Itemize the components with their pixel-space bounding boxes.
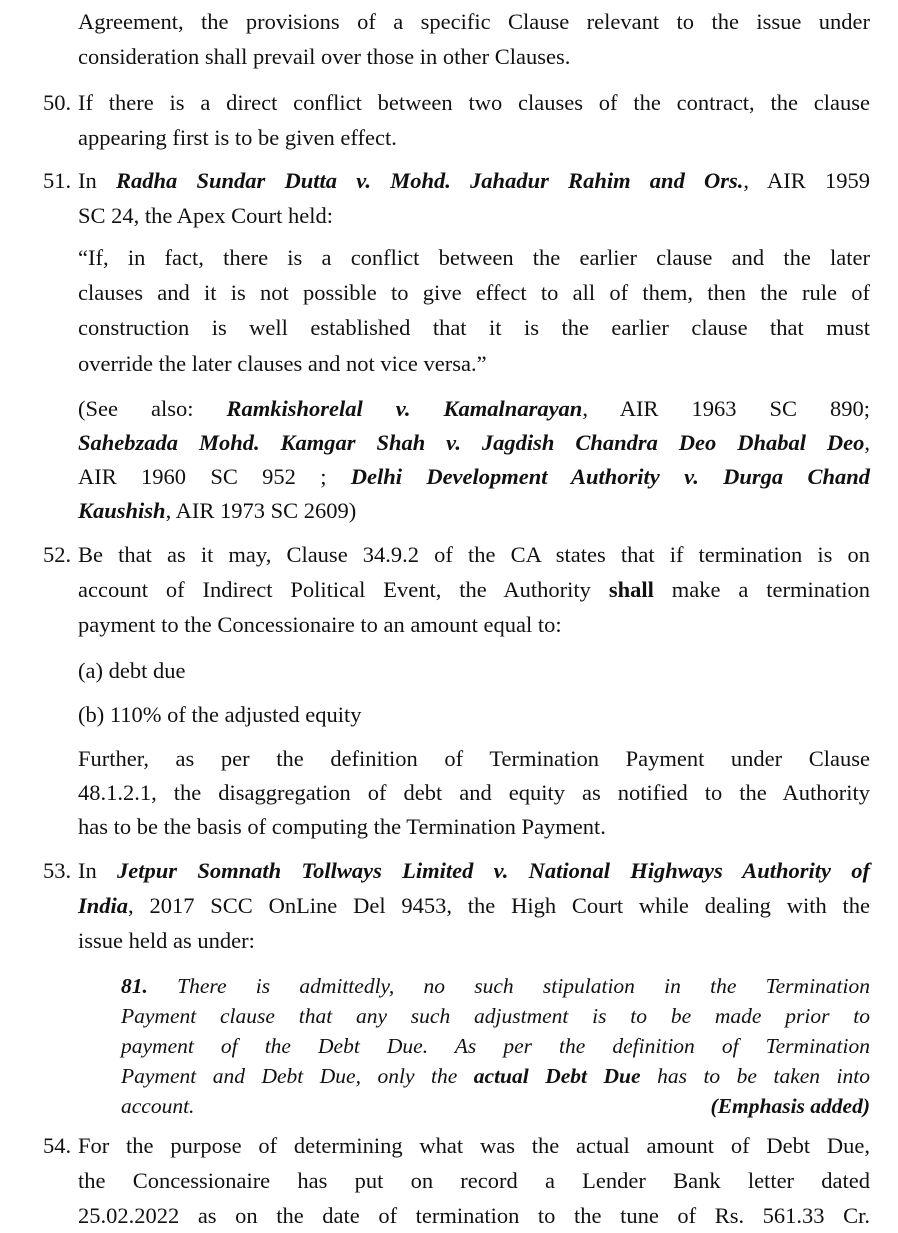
see-also-line	[78, 391, 870, 426]
citation: , AIR 1973 SC 2609)	[165, 498, 357, 523]
list-item: (a) debt due	[78, 658, 186, 683]
paragraph-52-further-line: 48.1.2.1, the disaggregation of debt and equity as notified to the Authority	[78, 780, 870, 805]
text-run: has to be taken into	[640, 1064, 870, 1088]
see-also-line	[78, 459, 870, 494]
text-run: There is admittedly, no such stipulation in the Termination	[147, 974, 870, 998]
quote-line: “If, in fact, there is a conflict between the earlier clause and the later	[78, 245, 870, 270]
text-run: In	[78, 168, 116, 193]
paragraph-53-line	[78, 853, 870, 888]
text-run: In	[78, 858, 118, 883]
paragraph-52-further-line: Further, as per the definition of Termination Payment under Clause	[78, 746, 870, 771]
block-quote-line	[121, 1061, 870, 1091]
case-name: Radha Sundar Dutta v. Mohd. Jahadur Rahim and Ors.	[115, 168, 744, 193]
text-run: account.	[121, 1094, 195, 1118]
paragraph-53-line	[78, 888, 870, 923]
block-quote-line	[121, 1091, 870, 1121]
emphasis-note: (Emphasis added)	[710, 1094, 870, 1118]
paragraph-52-line	[78, 572, 870, 607]
paragraph-51-line: SC 24, the Apex Court held:	[78, 203, 333, 228]
paragraph-52-line: Be that as it may, Clause 34.9.2 of the CA states that if termination is on	[78, 542, 870, 567]
paragraph-50-line: If there is a direct conflict between two clauses of the contract, the clause	[78, 90, 870, 115]
text-run: Payment and Debt Due, only the	[121, 1064, 474, 1088]
text-run: (See also:	[78, 396, 227, 421]
see-also-line	[78, 493, 870, 528]
case-name: Sahebzada Mohd. Kamgar Shah v. Jagdish Chandra Deo Dhabal Deo	[78, 430, 865, 455]
block-quote-line: payment of the Debt Due. As per the definition of Termination	[121, 1034, 870, 1058]
quote-paragraph-number: 81.	[121, 974, 148, 998]
citation: , AIR 1963 SC 890;	[582, 396, 870, 421]
paragraph-54-line: 25.02.2022 as on the date of termination to the tune of Rs. 561.33 Cr.	[78, 1203, 870, 1228]
paragraph-52-line: payment to the Concessionaire to an amount equal to:	[78, 612, 562, 637]
case-name: India	[78, 893, 129, 918]
citation: AIR 1960 SC 952 ;	[78, 464, 351, 489]
paragraph-number: 52.	[43, 542, 72, 567]
paragraph-number: 54.	[43, 1133, 72, 1158]
text-run: make a termination	[653, 577, 870, 602]
block-quote-line: Payment clause that any such adjustment is to be made prior to	[121, 1004, 870, 1028]
quote-line: construction is well established that it is the earlier clause that must	[78, 315, 870, 340]
paragraph-number: 53.	[43, 858, 72, 883]
case-name: Ramkishorelal v. Kamalnarayan	[226, 396, 583, 421]
quote-line: clauses and it is not possible to give effect to all of them, then the rule of	[78, 280, 870, 305]
text-run: , AIR 1959	[743, 168, 870, 193]
quote-line: override the later clauses and not vice versa.”	[78, 351, 487, 376]
bold-text: shall	[608, 577, 654, 602]
paragraph-52-further-line: has to be the basis of computing the Termination Payment.	[78, 814, 606, 839]
paragraph-number: 50.	[43, 90, 72, 115]
paragraph-54-line: the Concessionaire has put on record a Lender Bank letter dated	[78, 1168, 870, 1193]
case-name: Jetpur Somnath Tollways Limited v. National Highways Authority of	[117, 858, 870, 883]
case-name: Delhi Development Authority v. Durga Chand	[350, 464, 870, 489]
paragraph-51-line	[78, 163, 870, 198]
see-also-line	[78, 425, 870, 460]
paragraph-54-line: For the purpose of determining what was the actual amount of Debt Due,	[78, 1133, 870, 1158]
paragraph-continuation-line: Agreement, the provisions of a specific Clause relevant to the issue under	[78, 9, 870, 34]
case-name: Kaushish	[78, 498, 166, 523]
block-quote-line	[121, 971, 870, 1001]
text-run: account of Indirect Political Event, the Authority	[78, 577, 609, 602]
text-run: , 2017 SCC OnLine Del 9453, the High Court while dealing with the	[128, 893, 870, 918]
bold-text: actual Debt Due	[473, 1064, 641, 1088]
paragraph-number: 51.	[43, 168, 72, 193]
list-item: (b) 110% of the adjusted equity	[78, 702, 362, 727]
paragraph-50-line: appearing first is to be given effect.	[78, 125, 397, 150]
citation: ,	[864, 430, 870, 455]
paragraph-continuation-line: consideration shall prevail over those in other Clauses.	[78, 44, 571, 69]
paragraph-53-line: issue held as under:	[78, 928, 255, 953]
